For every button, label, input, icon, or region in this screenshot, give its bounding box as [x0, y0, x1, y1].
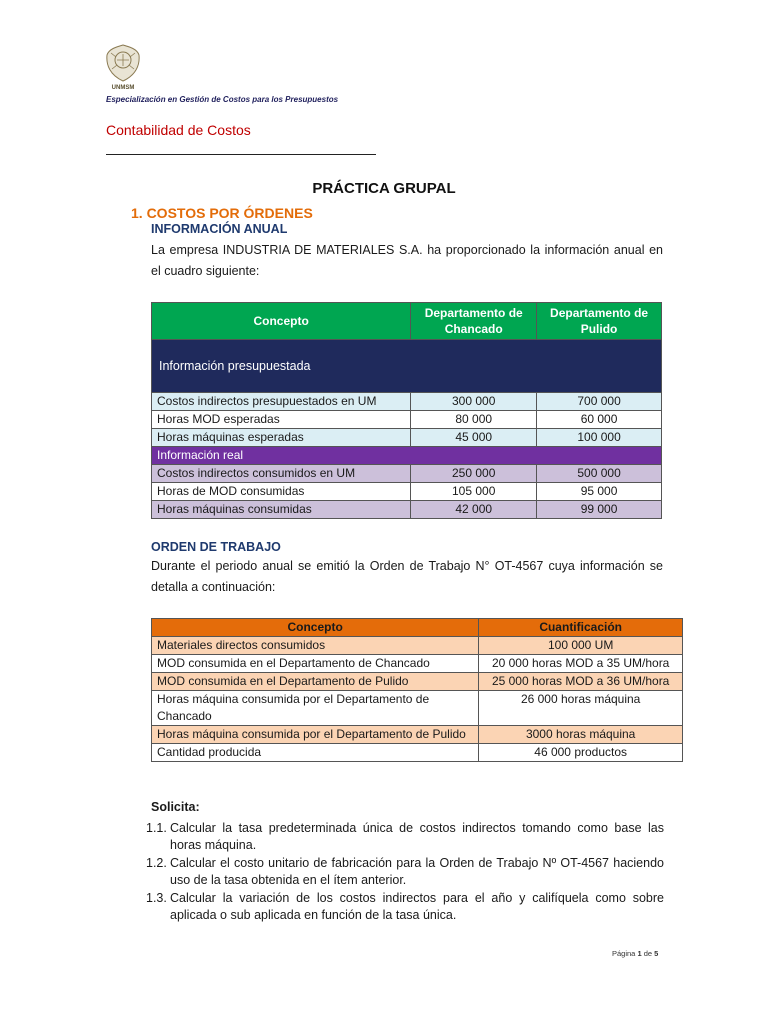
- column-header: Departamento de Chancado: [411, 303, 537, 340]
- table-row: [152, 501, 662, 519]
- university-crest-logo: [104, 43, 142, 91]
- table-row: [152, 726, 683, 744]
- table-cell: 26 000 horas máquina: [479, 691, 683, 726]
- table-cell: 300 000: [411, 393, 537, 411]
- table-cell: 99 000: [537, 501, 662, 519]
- list-item: [146, 855, 664, 889]
- budget-section-label: Información presupuestada: [152, 340, 662, 393]
- question-number: 1.2.: [146, 856, 167, 870]
- work-order-paragraph: Durante el periodo anual se emitió la Orden de Trabajo N° OT-4567 cuya información se detalla a continuación:: [151, 559, 663, 594]
- course-underline: [106, 154, 376, 155]
- question-number: 1.3.: [146, 891, 167, 905]
- table-row: [152, 411, 662, 429]
- questions-list: [146, 820, 664, 925]
- table-cell: Horas MOD esperadas: [152, 411, 411, 429]
- real-section-label: Información real: [152, 447, 662, 465]
- program-subtitle: Especialización en Gestión de Costos para los Presupuestos: [106, 95, 339, 104]
- table-cell: 80 000: [411, 411, 537, 429]
- footer-middle: de: [641, 949, 655, 958]
- table-cell: Materiales directos consumidos: [152, 637, 479, 655]
- table-row: [152, 483, 662, 501]
- table-cell: Horas máquina consumida por el Departamento de Pulido: [152, 726, 479, 744]
- table-cell: 60 000: [537, 411, 662, 429]
- table-cell: Horas máquinas consumidas: [152, 501, 411, 519]
- question-text: Calcular la tasa predeterminada única de costos indirectos tomando como base las horas máquina.: [170, 821, 664, 852]
- work-order-heading: ORDEN DE TRABAJO: [151, 540, 281, 554]
- table-row: [152, 655, 683, 673]
- table-row: [152, 465, 662, 483]
- course-name: Contabilidad de Costos: [106, 122, 251, 138]
- table-cell: 46 000 productos: [479, 744, 683, 762]
- total-pages: 5: [654, 949, 659, 958]
- table-row: [152, 673, 683, 691]
- table-cell: Horas de MOD consumidas: [152, 483, 411, 501]
- column-header: Cuantificación: [479, 619, 683, 637]
- table-cell: 700 000: [537, 393, 662, 411]
- table-row: [152, 429, 662, 447]
- table-cell: 500 000: [537, 465, 662, 483]
- table-cell: 42 000: [411, 501, 537, 519]
- annual-info-paragraph: La empresa INDUSTRIA DE MATERIALES S.A. ha proporcionado la información anual en el cuadro siguiente:: [151, 243, 663, 278]
- table-cell: Costos indirectos presupuestados en UM: [152, 393, 411, 411]
- list-item: [146, 820, 664, 854]
- table-cell: Horas máquina consumida por el Departamento de Chancado: [152, 691, 479, 726]
- real-section-row: [152, 447, 662, 465]
- table-row: [152, 637, 683, 655]
- table-cell: Cantidad producida: [152, 744, 479, 762]
- table-cell: Horas máquinas esperadas: [152, 429, 411, 447]
- question-number: 1.1.: [146, 821, 167, 835]
- column-header: Concepto: [152, 303, 411, 340]
- table-cell: 25 000 horas MOD a 36 UM/hora: [479, 673, 683, 691]
- budget-section-row: [152, 340, 662, 393]
- table-cell: Costos indirectos consumidos en UM: [152, 465, 411, 483]
- question-text: Calcular la variación de los costos indirectos para el año y califíquela como sobre aplicada o sub aplicada en función de la tasa única.: [170, 891, 664, 922]
- table-row: [152, 691, 683, 726]
- section-heading: 1. COSTOS POR ÓRDENES: [131, 205, 313, 221]
- work-order-table: [151, 618, 683, 762]
- table-cell: 20 000 horas MOD a 35 UM/hora: [479, 655, 683, 673]
- table-row: [152, 744, 683, 762]
- table-cell: MOD consumida en el Departamento de Pulido: [152, 673, 479, 691]
- current-page: 1: [637, 949, 642, 958]
- table-cell: 100 000: [537, 429, 662, 447]
- logo-text: UNMSM: [111, 85, 135, 91]
- column-header: Concepto: [152, 619, 479, 637]
- page-title: PRÁCTICA GRUPAL: [312, 180, 456, 197]
- question-text: Calcular el costo unitario de fabricación para la Orden de Trabajo Nº OT-4567 haciendo uso de la tasa obtenida en el ítem anterior.: [170, 856, 664, 887]
- table-header-row: [152, 303, 662, 340]
- table-cell: MOD consumida en el Departamento de Chancado: [152, 655, 479, 673]
- annual-info-heading: INFORMACIÓN ANUAL: [151, 222, 288, 236]
- column-header: Departamento de Pulido: [537, 303, 662, 340]
- list-item: [146, 890, 664, 924]
- page-number-footer: [612, 949, 658, 958]
- table-cell: 100 000 UM: [479, 637, 683, 655]
- requests-heading: Solicita:: [151, 800, 200, 814]
- table-row: [152, 393, 662, 411]
- footer-prefix: Página: [612, 949, 638, 958]
- annual-info-table: [151, 302, 662, 519]
- table-header-row: [152, 619, 683, 637]
- table-cell: 3000 horas máquina: [479, 726, 683, 744]
- table-cell: 105 000: [411, 483, 537, 501]
- table-cell: 250 000: [411, 465, 537, 483]
- table-cell: 95 000: [537, 483, 662, 501]
- table-cell: 45 000: [411, 429, 537, 447]
